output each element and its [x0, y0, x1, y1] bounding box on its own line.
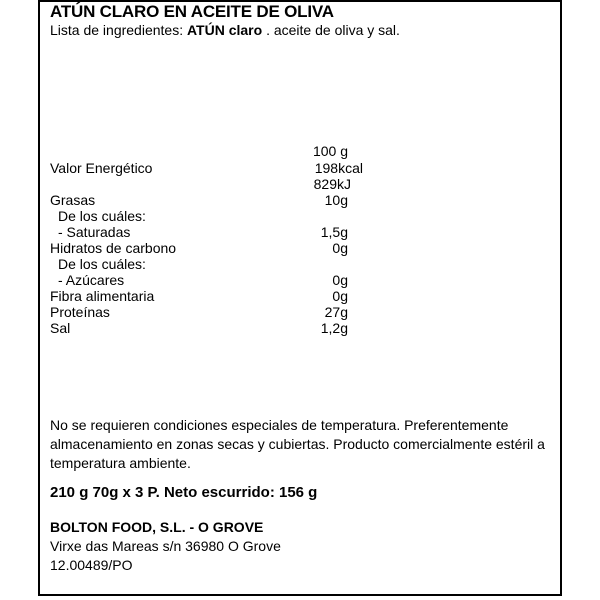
nutrient-value: 0g — [332, 288, 348, 304]
storage-conditions: No se requieren condiciones especiales de temperatura. Preferentemente almacenamiento en zonas secas y cubiertas. Producto comercialmente estéril a temperatura ambiente. — [50, 417, 545, 471]
nutrient-label: Sal — [50, 320, 71, 336]
energy-label: Valor Energético — [50, 160, 153, 176]
nutrient-label: - Azúcares — [58, 272, 125, 288]
nutrient-value: 0g — [332, 272, 348, 288]
nutrient-value: 10g — [324, 192, 348, 208]
nutrient-value: 27g — [324, 304, 348, 320]
nutrient-value: 1,5g — [320, 224, 348, 240]
nutrient-label: De los cuáles: — [58, 208, 146, 224]
ingredients-line — [50, 22, 400, 38]
nutrient-label: Fibra alimentaria — [50, 288, 155, 304]
nutrition-column-header: 100 g — [312, 143, 348, 159]
nutrient-value: 1,2g — [320, 320, 348, 336]
net-weight: 210 g 70g x 3 P. Neto escurrido: 156 g — [50, 484, 318, 501]
ingredients-suffix: . aceite de oliva y sal. — [262, 22, 400, 38]
nutrient-label: De los cuáles: — [58, 256, 146, 272]
energy-kcal-value: 198kcal — [314, 160, 363, 176]
nutrient-value: 0g — [332, 240, 348, 256]
company-name: BOLTON FOOD, S.L. - O GROVE — [50, 519, 264, 535]
registry-code: 12.00489/PO — [50, 557, 133, 573]
energy-kj-value: 829kJ — [313, 176, 351, 192]
product-title: ATÚN CLARO EN ACEITE DE OLIVA — [50, 2, 334, 21]
nutrient-label: Proteínas — [50, 304, 110, 320]
ingredients-prefix: Lista de ingredientes: — [50, 22, 187, 38]
nutrient-label: - Saturadas — [58, 224, 131, 240]
nutrient-label: Grasas — [50, 192, 96, 208]
nutrient-label: Hidratos de carbono — [50, 240, 177, 256]
company-address: Virxe das Mareas s/n 36980 O Grove — [50, 538, 281, 554]
ingredients-highlight: ATÚN claro — [186, 22, 263, 38]
